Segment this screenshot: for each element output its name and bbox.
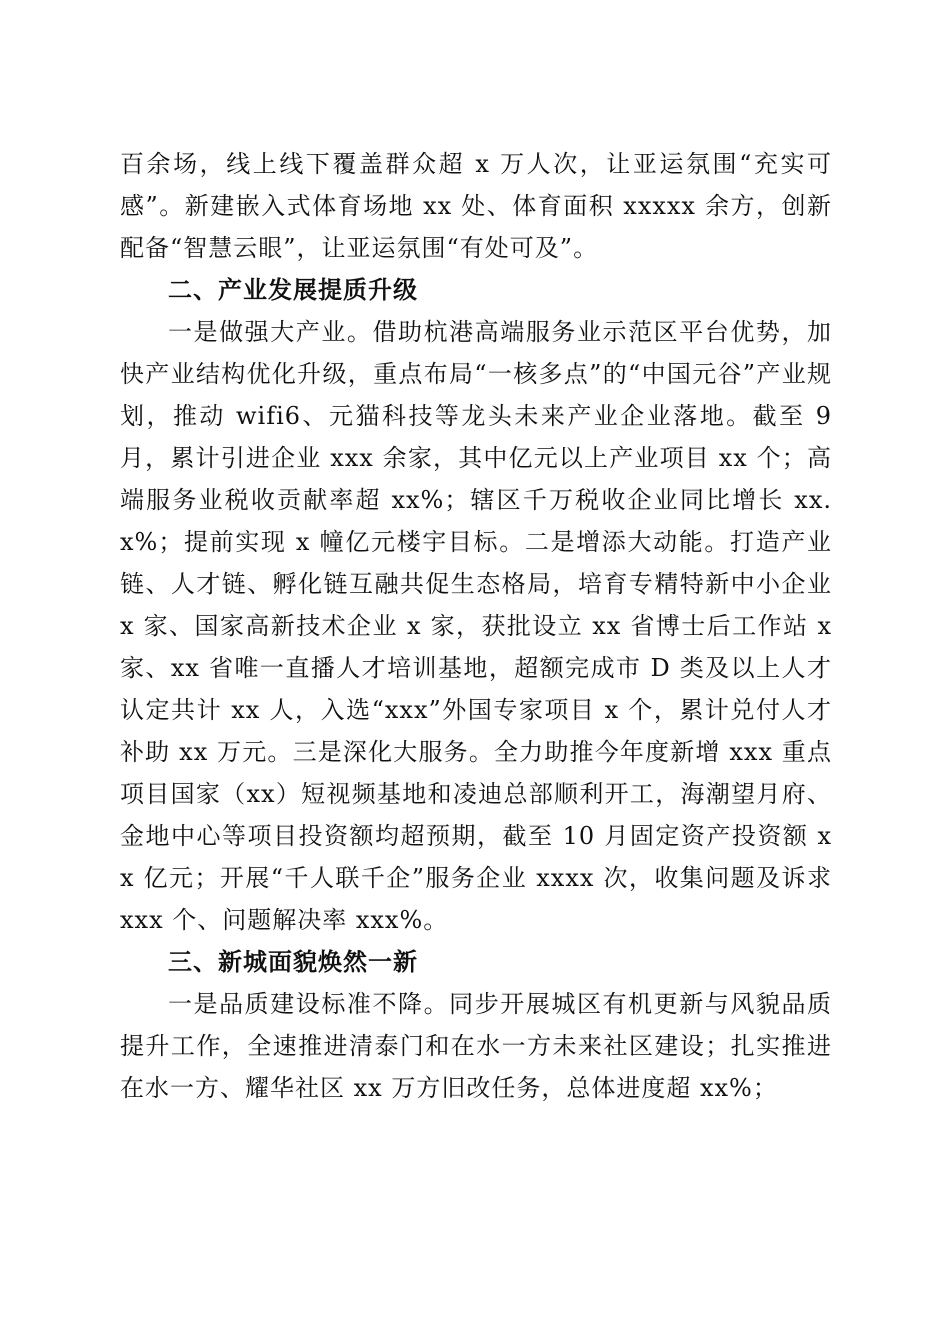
section-heading-industry: 二、产业发展提质升级 bbox=[168, 276, 418, 304]
paragraph-continued: 百余场，线上线下覆盖群众超 x 万人次，让亚运氛围“充实可感”。新建嵌入式体育场地 xx 处、体育面积 xxxxx 余方，创新配备“智慧云眼”，让亚运氛围“有处可及”。 bbox=[120, 150, 832, 262]
paragraph-city: 一是品质建设标准不降。同步开展城区有机更新与风貌品质提升工作，全速推进清泰门和在水一方未来社区建设；扎实推进在水一方、耀华社区 xx 万方旧改任务，总体进度超 xx%； bbox=[120, 990, 832, 1102]
paragraph-industry: 一是做强大产业。借助杭港高端服务业示范区平台优势，加快产业结构优化升级，重点布局“一核多点”的“中国元谷”产业规划，推动 wifi6、元猫科技等龙头未来产业企业落地。截至 9 月，累计引进企业 xxx 余家，其中亿元以上产业项目 xx 个；高端服务业税收贡献率超 xx%；辖区千万税收企业同比增长 xx.x%；提前实现 x 幢亿元楼宇目标。二是增添大动能。打造产业链、人才链、孵化链互融共促生态格局，培育专精特新中小企业 x 家、国家高新技术企业 x 家，获批设立 xx 省博士后工作站 x 家、xx 省唯一直播人才培训基地，超额完成市 D 类及以上人才认定共计 xx 人，入选“xxx”外国专家项目 x 个，累计兑付人才补助 xx 万元。三是深化大服务。全力助推今年度新增 xxx 重点项目国家（xx）短视频基地和凌迪总部顺利开工，海潮望月府、金地中心等项目投资额均超预期，截至 10 月固定资产投资额 xx 亿元；开展“千人联千企”服务企业 xxxx 次，收集问题及诉求 xxx 个、问题解决率 xxx%。 bbox=[120, 318, 832, 934]
document-body bbox=[120, 143, 832, 1109]
section-heading-city: 三、新城面貌焕然一新 bbox=[168, 948, 418, 976]
